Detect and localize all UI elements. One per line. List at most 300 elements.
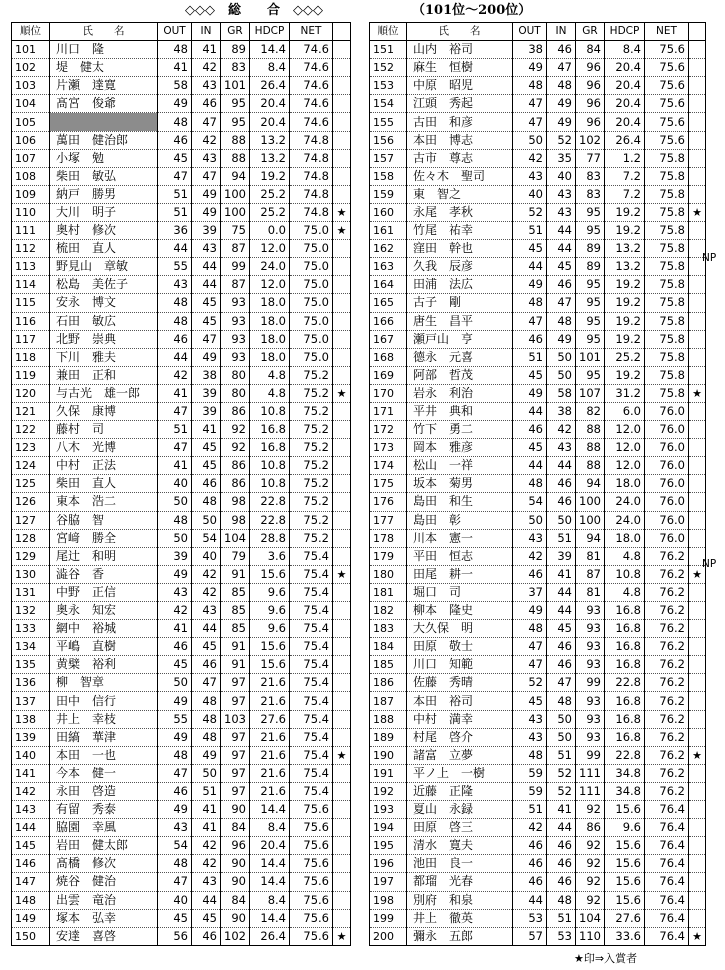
gr-cell: 93 <box>576 620 605 638</box>
out-cell: 48 <box>158 41 192 59</box>
in-cell: 49 <box>192 746 221 764</box>
rank-cell: 177 <box>370 511 407 529</box>
gr-cell: 96 <box>576 59 605 77</box>
table-row <box>370 95 706 113</box>
table-row <box>370 384 706 402</box>
in-cell: 41 <box>192 41 221 59</box>
name-cell: 坂本 菊男 <box>407 475 513 493</box>
name-cell: 田中 信行 <box>50 692 158 710</box>
out-cell: 49 <box>158 565 192 583</box>
hdcp-cell: 8.4 <box>250 891 290 909</box>
rank-cell: 173 <box>370 439 407 457</box>
hdcp-cell: 10.8 <box>250 457 290 475</box>
gr-cell: 77 <box>576 149 605 167</box>
rank-cell: 197 <box>370 873 407 891</box>
rank-cell: 159 <box>370 185 407 203</box>
table-row <box>12 746 351 764</box>
award-mark <box>689 710 706 728</box>
table-row <box>12 565 351 583</box>
name-cell: 東 智之 <box>407 185 513 203</box>
hdcp-cell: 4.8 <box>250 384 290 402</box>
rank-cell: 127 <box>12 511 50 529</box>
award-mark <box>333 167 351 185</box>
out-cell: 47 <box>158 873 192 891</box>
name-cell: 藤村 司 <box>50 421 158 439</box>
out-cell: 48 <box>513 620 547 638</box>
table-row <box>370 583 706 601</box>
name-cell: 野見山 章敏 <box>50 258 158 276</box>
hdcp-cell: 15.6 <box>250 638 290 656</box>
name-cell: 池田 良一 <box>407 855 513 873</box>
net-cell: 75.2 <box>290 384 333 402</box>
in-cell: 39 <box>192 222 221 240</box>
hdcp-cell: 9.6 <box>605 819 645 837</box>
out-cell: 46 <box>513 855 547 873</box>
in-cell: 43 <box>192 240 221 258</box>
name-cell: 宮﨑 勝全 <box>50 529 158 547</box>
award-mark <box>333 529 351 547</box>
out-cell: 50 <box>513 131 547 149</box>
name-cell: 平井 典和 <box>407 402 513 420</box>
gr-cell: 94 <box>221 167 250 185</box>
gr-cell: 93 <box>576 710 605 728</box>
table-row <box>12 801 351 819</box>
net-cell: 75.8 <box>645 185 689 203</box>
gr-cell: 100 <box>221 185 250 203</box>
rank-cell: 200 <box>370 927 407 945</box>
net-cell: 76.2 <box>645 547 689 565</box>
name-cell: 本田 裕司 <box>407 692 513 710</box>
hdcp-cell: 34.8 <box>605 782 645 800</box>
net-cell: 75.8 <box>645 294 689 312</box>
table-row <box>12 457 351 475</box>
net-cell: 75.6 <box>645 95 689 113</box>
name-cell: 別府 和泉 <box>407 891 513 909</box>
table-row <box>370 258 706 276</box>
net-cell: 75.0 <box>290 258 333 276</box>
name-cell: 古市 尊志 <box>407 149 513 167</box>
out-cell: 51 <box>158 203 192 221</box>
out-cell: 49 <box>513 384 547 402</box>
name-cell: 安永 博文 <box>50 294 158 312</box>
table-row <box>370 222 706 240</box>
rank-cell: 170 <box>370 384 407 402</box>
hdcp-cell: 9.6 <box>250 620 290 638</box>
title-range: （101位～200位） <box>412 3 532 18</box>
rank-cell: 104 <box>12 95 50 113</box>
net-cell: 74.8 <box>290 167 333 185</box>
net-cell: 75.6 <box>290 927 333 945</box>
table-row <box>370 909 706 927</box>
hdcp-cell: 3.6 <box>250 547 290 565</box>
out-cell: 45 <box>513 240 547 258</box>
hdcp-cell: 19.2 <box>605 203 645 221</box>
gr-cell: 89 <box>576 258 605 276</box>
table-row <box>370 873 706 891</box>
name-cell: 脇園 幸風 <box>50 819 158 837</box>
out-cell: 50 <box>158 493 192 511</box>
hdcp-cell: 13.2 <box>605 258 645 276</box>
award-mark <box>333 348 351 366</box>
name-cell: 柴田 敏弘 <box>50 167 158 185</box>
award-mark <box>689 276 706 294</box>
in-cell: 45 <box>547 620 576 638</box>
in-cell: 46 <box>192 656 221 674</box>
net-cell: 74.8 <box>290 149 333 167</box>
out-cell: 43 <box>513 529 547 547</box>
table-row <box>370 547 706 565</box>
table-row <box>370 782 706 800</box>
net-cell: 76.0 <box>645 529 689 547</box>
gr-cell: 92 <box>576 891 605 909</box>
net-cell: 76.2 <box>645 565 689 583</box>
award-mark <box>333 493 351 511</box>
out-cell: 51 <box>158 185 192 203</box>
in-cell: 44 <box>547 602 576 620</box>
hdcp-cell: 19.2 <box>605 294 645 312</box>
name-cell: 川本 憲一 <box>407 529 513 547</box>
table-row <box>12 475 351 493</box>
net-cell: 76.0 <box>645 475 689 493</box>
in-cell: 45 <box>547 258 576 276</box>
gr-cell: 84 <box>221 819 250 837</box>
table-row <box>12 620 351 638</box>
name-cell: 井上 幸枝 <box>50 710 158 728</box>
in-cell: 49 <box>547 113 576 131</box>
rank-cell: 137 <box>12 692 50 710</box>
hdcp-cell: 20.4 <box>250 113 290 131</box>
net-cell: 75.8 <box>645 276 689 294</box>
gr-cell: 97 <box>221 674 250 692</box>
rank-cell: 186 <box>370 674 407 692</box>
hdcp-cell: 15.6 <box>250 565 290 583</box>
gr-cell: 83 <box>576 185 605 203</box>
rank-cell: 135 <box>12 656 50 674</box>
rank-cell: 181 <box>370 583 407 601</box>
hdcp-cell: 20.4 <box>605 95 645 113</box>
hdcp-cell: 33.6 <box>605 927 645 945</box>
rank-cell: 134 <box>12 638 50 656</box>
hdcp-cell: 12.0 <box>250 240 290 258</box>
gr-cell: 83 <box>221 59 250 77</box>
rank-cell: 152 <box>370 59 407 77</box>
out-cell: 40 <box>513 185 547 203</box>
rank-cell: 133 <box>12 620 50 638</box>
name-cell: 佐々木 聖司 <box>407 167 513 185</box>
rank-cell: 195 <box>370 837 407 855</box>
out-cell: 41 <box>158 457 192 475</box>
net-cell: 75.8 <box>645 167 689 185</box>
table-row <box>370 457 706 475</box>
name-cell: 中原 昭児 <box>407 77 513 95</box>
rank-cell: 198 <box>370 891 407 909</box>
name-cell: 安達 喜啓 <box>50 927 158 945</box>
out-cell: 49 <box>158 692 192 710</box>
in-cell: 54 <box>192 529 221 547</box>
net-cell: 75.0 <box>290 330 333 348</box>
in-cell: 46 <box>547 873 576 891</box>
in-cell: 47 <box>547 674 576 692</box>
out-cell: 43 <box>513 167 547 185</box>
name-cell: 永尾 孝秋 <box>407 203 513 221</box>
gr-cell: 81 <box>576 583 605 601</box>
award-mark <box>689 439 706 457</box>
name-cell: 奥村 修次 <box>50 222 158 240</box>
in-cell: 45 <box>192 638 221 656</box>
gr-cell: 93 <box>221 348 250 366</box>
award-mark: ★ <box>689 565 706 583</box>
name-cell: 島田 和生 <box>407 493 513 511</box>
name-cell: 都瑠 光春 <box>407 873 513 891</box>
in-cell: 50 <box>547 728 576 746</box>
table-row <box>12 602 351 620</box>
hdcp-cell: 28.8 <box>250 529 290 547</box>
table-row <box>370 746 706 764</box>
hdcp-cell: 20.4 <box>605 77 645 95</box>
table-row <box>370 891 706 909</box>
net-cell: 75.2 <box>290 457 333 475</box>
table-row <box>12 131 351 149</box>
gr-cell: 79 <box>221 547 250 565</box>
rank-cell: 189 <box>370 728 407 746</box>
name-cell: 久我 辰彦 <box>407 258 513 276</box>
out-cell: 47 <box>158 402 192 420</box>
name-cell: 澁谷 香 <box>50 565 158 583</box>
table-row <box>12 294 351 312</box>
np-note: NP <box>702 252 717 264</box>
net-cell: 76.2 <box>645 620 689 638</box>
table-row <box>12 167 351 185</box>
in-cell: 41 <box>547 801 576 819</box>
hdcp-cell: 16.8 <box>605 620 645 638</box>
name-cell: 柳 智章 <box>50 674 158 692</box>
award-mark <box>689 149 706 167</box>
net-cell: 76.2 <box>645 638 689 656</box>
name-cell: 堀口 司 <box>407 583 513 601</box>
out-cell: 48 <box>513 77 547 95</box>
award-mark <box>689 909 706 927</box>
award-mark <box>333 59 351 77</box>
gr-cell: 90 <box>221 873 250 891</box>
net-cell: 75.6 <box>290 891 333 909</box>
net-cell: 75.0 <box>290 348 333 366</box>
award-mark <box>689 764 706 782</box>
gr-cell: 94 <box>576 529 605 547</box>
hdcp-cell: 18.0 <box>250 348 290 366</box>
gr-cell: 92 <box>221 439 250 457</box>
net-cell: 75.8 <box>645 240 689 258</box>
net-cell: 75.2 <box>290 366 333 384</box>
gr-cell: 90 <box>221 801 250 819</box>
award-mark <box>333 710 351 728</box>
name-cell: 八木 光博 <box>50 439 158 457</box>
rank-cell: 103 <box>12 77 50 95</box>
hdcp-cell: 31.2 <box>605 384 645 402</box>
rank-cell: 136 <box>12 674 50 692</box>
out-cell: 44 <box>513 402 547 420</box>
name-cell: 有留 秀泰 <box>50 801 158 819</box>
table-row <box>370 366 706 384</box>
out-cell: 50 <box>158 529 192 547</box>
hdcp-cell: 13.2 <box>250 149 290 167</box>
name-cell: 窪田 幹也 <box>407 240 513 258</box>
in-cell: 49 <box>547 95 576 113</box>
in-cell: 46 <box>547 656 576 674</box>
award-mark <box>333 439 351 457</box>
in-cell: 44 <box>547 819 576 837</box>
hdcp-cell: 27.6 <box>250 710 290 728</box>
out-cell: 48 <box>513 746 547 764</box>
table-row <box>370 421 706 439</box>
award-mark <box>333 782 351 800</box>
gr-cell: 111 <box>576 782 605 800</box>
gr-cell: 97 <box>221 728 250 746</box>
gr-cell: 85 <box>221 583 250 601</box>
gr-cell: 110 <box>576 927 605 945</box>
in-cell: 46 <box>547 837 576 855</box>
gr-cell: 95 <box>576 366 605 384</box>
hdcp-cell: 6.0 <box>605 402 645 420</box>
table-row <box>370 330 706 348</box>
net-cell: 75.2 <box>290 493 333 511</box>
hdcp-cell: 18.0 <box>250 312 290 330</box>
net-cell: 75.2 <box>290 421 333 439</box>
hdcp-cell: 14.4 <box>250 41 290 59</box>
gr-cell: 80 <box>221 384 250 402</box>
hdcp-cell: 4.8 <box>605 583 645 601</box>
gr-cell: 87 <box>221 276 250 294</box>
in-cell: 47 <box>192 167 221 185</box>
name-cell: 德永 元喜 <box>407 348 513 366</box>
column-header: 氏 名 <box>407 23 513 41</box>
net-cell: 74.6 <box>290 59 333 77</box>
net-cell: 75.4 <box>290 620 333 638</box>
award-mark: ★ <box>333 927 351 945</box>
in-cell: 42 <box>547 421 576 439</box>
award-mark <box>333 366 351 384</box>
rank-cell: 145 <box>12 837 50 855</box>
in-cell: 43 <box>192 77 221 95</box>
net-cell: 75.8 <box>645 330 689 348</box>
out-cell: 51 <box>513 348 547 366</box>
net-cell: 75.8 <box>645 366 689 384</box>
in-cell: 50 <box>192 764 221 782</box>
rank-cell: 125 <box>12 475 50 493</box>
table-row <box>12 421 351 439</box>
gr-cell: 83 <box>576 167 605 185</box>
table-row <box>12 764 351 782</box>
in-cell: 43 <box>192 602 221 620</box>
out-cell: 52 <box>513 203 547 221</box>
out-cell: 47 <box>513 312 547 330</box>
rank-cell: 143 <box>12 801 50 819</box>
table-row <box>12 583 351 601</box>
award-mark <box>333 185 351 203</box>
award-mark <box>689 59 706 77</box>
table-row <box>370 837 706 855</box>
in-cell: 38 <box>547 402 576 420</box>
out-cell: 48 <box>513 294 547 312</box>
name-cell: 村尾 啓介 <box>407 728 513 746</box>
table-row <box>370 348 706 366</box>
out-cell: 46 <box>513 421 547 439</box>
award-mark <box>689 185 706 203</box>
net-cell: 75.4 <box>290 746 333 764</box>
net-cell: 75.4 <box>290 565 333 583</box>
award-mark <box>333 873 351 891</box>
table-row <box>12 493 351 511</box>
in-cell: 46 <box>547 276 576 294</box>
gr-cell: 86 <box>576 819 605 837</box>
table-row <box>370 529 706 547</box>
net-cell: 76.2 <box>645 746 689 764</box>
award-mark <box>689 312 706 330</box>
in-cell: 52 <box>547 131 576 149</box>
hdcp-cell: 14.4 <box>250 801 290 819</box>
net-cell: 74.8 <box>290 131 333 149</box>
award-mark <box>333 692 351 710</box>
out-cell: 49 <box>158 728 192 746</box>
net-cell: 75.4 <box>290 692 333 710</box>
out-cell: 50 <box>158 674 192 692</box>
net-cell: 76.4 <box>645 855 689 873</box>
award-mark <box>333 674 351 692</box>
gr-cell: 92 <box>576 873 605 891</box>
in-cell: 44 <box>547 240 576 258</box>
award-mark <box>333 95 351 113</box>
name-cell: 竹下 勇二 <box>407 421 513 439</box>
net-cell: 75.6 <box>290 801 333 819</box>
rank-cell: 150 <box>12 927 50 945</box>
gr-cell: 95 <box>576 222 605 240</box>
gr-cell: 97 <box>221 692 250 710</box>
net-cell: 75.6 <box>290 837 333 855</box>
out-cell: 46 <box>513 837 547 855</box>
award-mark <box>689 583 706 601</box>
gr-cell: 98 <box>221 511 250 529</box>
name-cell: 瀬戸山 亨 <box>407 330 513 348</box>
award-mark <box>689 222 706 240</box>
hdcp-cell: 15.6 <box>605 801 645 819</box>
in-cell: 48 <box>547 77 576 95</box>
hdcp-cell: 34.8 <box>605 764 645 782</box>
award-mark <box>689 294 706 312</box>
hdcp-cell: 16.8 <box>605 692 645 710</box>
hdcp-cell: 8.4 <box>605 41 645 59</box>
hdcp-cell: 22.8 <box>605 746 645 764</box>
gr-cell: 93 <box>576 692 605 710</box>
rank-cell: 147 <box>12 873 50 891</box>
gr-cell: 95 <box>221 95 250 113</box>
net-cell: 75.4 <box>290 602 333 620</box>
table-row <box>370 728 706 746</box>
gr-cell: 88 <box>576 421 605 439</box>
in-cell: 43 <box>547 203 576 221</box>
in-cell: 52 <box>547 782 576 800</box>
net-cell: 76.2 <box>645 692 689 710</box>
in-cell: 44 <box>547 583 576 601</box>
table-row <box>370 927 706 945</box>
in-cell: 46 <box>192 95 221 113</box>
name-cell: 小塚 勉 <box>50 149 158 167</box>
gr-cell: 85 <box>221 602 250 620</box>
gr-cell: 95 <box>576 276 605 294</box>
in-cell: 44 <box>192 258 221 276</box>
rank-cell: 132 <box>12 602 50 620</box>
award-mark <box>333 547 351 565</box>
table-row <box>12 240 351 258</box>
hdcp-cell: 10.8 <box>250 475 290 493</box>
